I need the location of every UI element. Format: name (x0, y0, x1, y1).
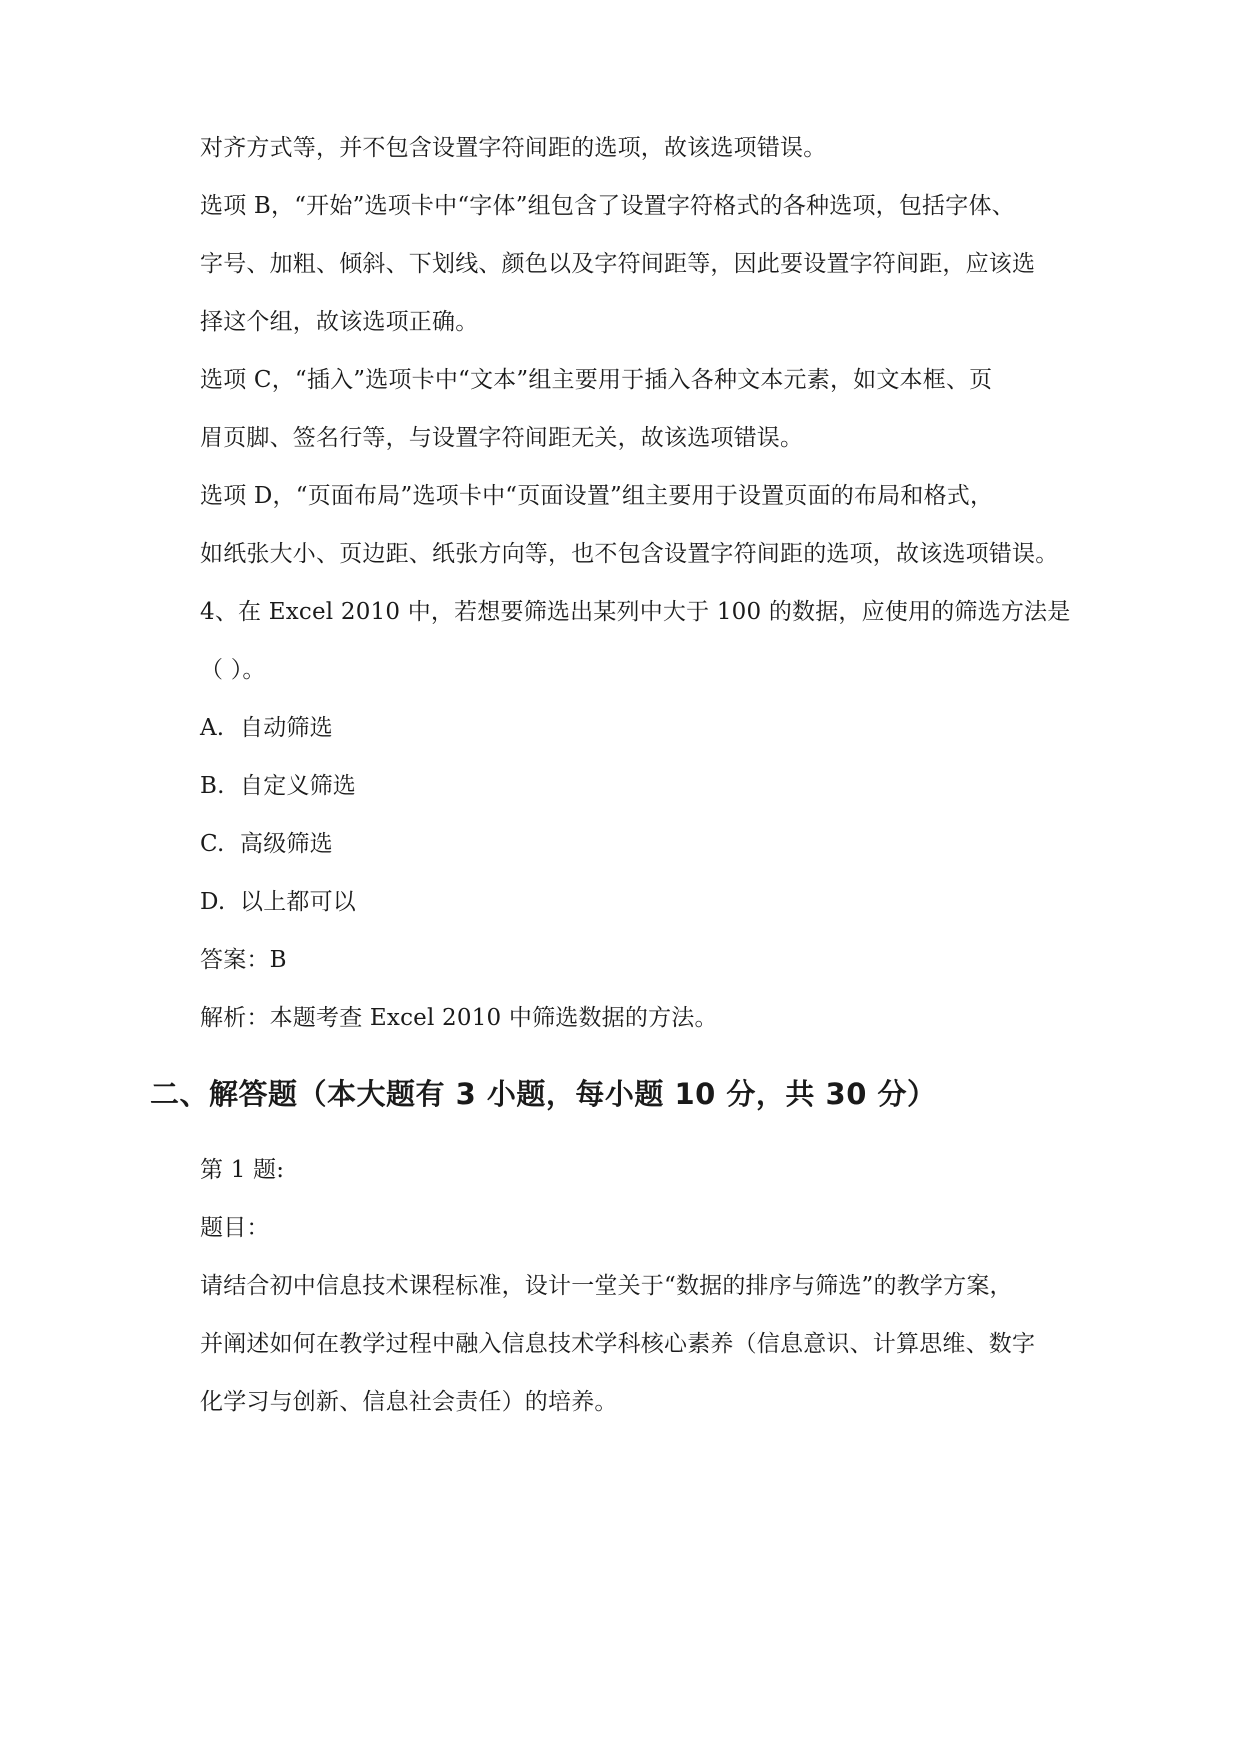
section-heading: 二、解答题（本大题有 3 小题，每小题 10 分，共 30 分） (150, 1077, 937, 1111)
paragraph-line: 对齐方式等，并不包含设置字符间距的选项，故该选项错误。 (200, 135, 827, 161)
option-text: 自定义筛选 (240, 773, 356, 799)
paragraph-line: 如纸张大小、页边距、纸张方向等，也不包含设置字符间距的选项，故该选项错误。 (200, 541, 1059, 567)
paragraph-line: 选项 D，“页面布局”选项卡中“页面设置”组主要用于设置页面的布局和格式， (200, 483, 994, 509)
question-text-line: 并阐述如何在教学过程中融入信息技术学科核心素养（信息意识、计算思维、数字 (200, 1331, 1036, 1357)
paragraph-line: 选项 B，“开始”选项卡中“字体”组包含了设置字符格式的各种选项，包括字体、 (200, 193, 1015, 219)
option-letter: A. (200, 715, 225, 741)
analysis-line: 解析：本题考查 Excel 2010 中筛选数据的方法。 (200, 1005, 718, 1031)
question-text-line: 化学习与创新、信息社会责任）的培养。 (200, 1389, 618, 1415)
option-d (200, 886, 356, 918)
question-text-line: 请结合初中信息技术课程标准，设计一堂关于“数据的排序与筛选”的教学方案， (200, 1273, 1013, 1299)
question-stem: 4、在 Excel 2010 中，若想要筛选出某列中大于 100 的数据，应使用的筛选方法是 (200, 599, 1071, 625)
paragraph-line: 眉页脚、签名行等，与设置字符间距无关，故该选项错误。 (200, 425, 804, 451)
option-c (200, 828, 333, 860)
option-letter: B. (200, 773, 225, 799)
option-b (200, 770, 356, 802)
option-text: 以上都可以 (240, 889, 356, 915)
option-letter: C. (200, 831, 225, 857)
question-title-label: 题目： (200, 1215, 270, 1241)
option-text: 高级筛选 (240, 831, 333, 857)
paragraph-line: 择这个组，故该选项正确。 (200, 309, 479, 335)
paragraph-line: 字号、加粗、倾斜、下划线、颜色以及字符间距等，因此要设置字符间距，应该选 (200, 251, 1036, 277)
answer-line: 答案：B (200, 947, 287, 973)
question-label: 第 1 题: (200, 1157, 285, 1183)
option-letter: D. (200, 889, 226, 915)
option-a (200, 712, 333, 744)
question-stem: （ ）。 (200, 657, 266, 683)
paragraph-line: 选项 C，“插入”选项卡中“文本”组主要用于插入各种文本元素，如文本框、页 (200, 367, 993, 393)
option-text: 自动筛选 (240, 715, 333, 741)
